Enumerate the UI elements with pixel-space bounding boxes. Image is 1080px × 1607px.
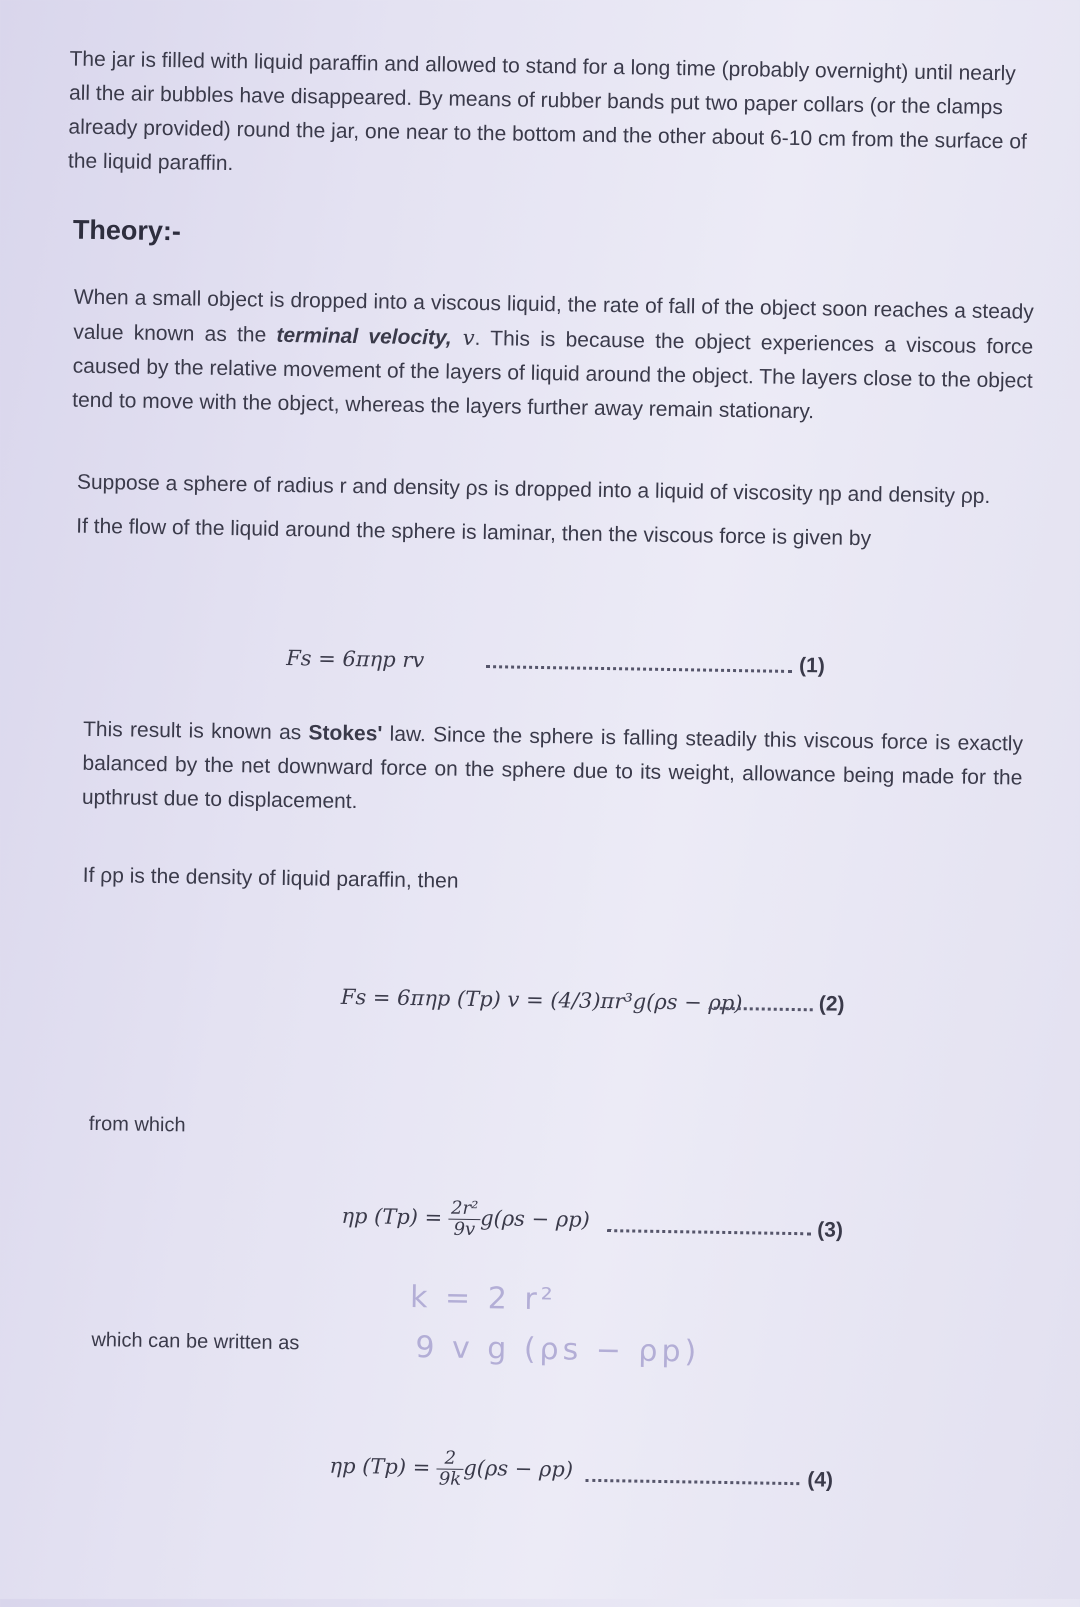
equation-4 bbox=[329, 1447, 573, 1492]
handwritten-note-line1: k = 2 r² bbox=[409, 1280, 558, 1318]
equation-4-fraction bbox=[437, 1448, 464, 1489]
equation-3-leader bbox=[607, 1229, 811, 1235]
velocity-symbol: v bbox=[451, 325, 475, 350]
theory-paragraph-2 bbox=[76, 461, 1037, 564]
equation-3 bbox=[341, 1197, 590, 1242]
equation-3-numerator: 2r² bbox=[449, 1199, 481, 1220]
equation-3-rhs: g(ρs − ρp) bbox=[480, 1206, 591, 1232]
equation-3-denominator: 9v bbox=[453, 1218, 476, 1241]
theory-paragraph-3 bbox=[82, 713, 1023, 830]
theory-p3-text-a: This result is known as bbox=[82, 717, 309, 745]
terminal-velocity-term: terminal velocity, bbox=[276, 323, 452, 350]
equation-1-number: (1) bbox=[798, 654, 825, 678]
equation-4-numerator: 2 bbox=[437, 1448, 464, 1469]
theory-p1-text-a: When a small object is dropped into a viscous liquid, the rate of fall of the object soon reaches a steady value known as the bbox=[73, 285, 1034, 347]
from-which-label: from which bbox=[88, 1112, 186, 1137]
equation-4-number: (4) bbox=[807, 1468, 834, 1492]
handwritten-note-line2: 9 v g (ρs − ρp) bbox=[415, 1330, 701, 1370]
theory-p3-text-b: law. Since the sphere is falling steadily this viscous force is exactly balanced by the net downward force on the sphere due to its weight, allowance being made for the upthrust due to displacement. bbox=[81, 722, 1024, 814]
theory-p2-line1: Suppose a sphere of radius r and density ρs is dropped into a liquid of viscosity ηp and density ρp. bbox=[76, 470, 991, 509]
theory-paragraph-1 bbox=[72, 281, 1034, 433]
equation-4-lhs: ηp (Tp) = bbox=[329, 1453, 438, 1480]
stokes-term: Stokes' bbox=[308, 721, 383, 746]
theory-p1-text-b: . This is because the object experiences a viscous force caused by the relative movement of the layers of liquid around the object. The layers close to the object tend to move with the object, whereas the layers further away remain stationary. bbox=[72, 326, 1034, 424]
theory-p2-line2: If the flow of the liquid around the sphere is laminar, then the viscous force is given by bbox=[76, 514, 872, 551]
equation-3-lhs: ηp (Tp) = bbox=[341, 1203, 450, 1230]
equation-3-fraction bbox=[449, 1199, 481, 1240]
theory-paragraph-4: If ρp is the density of liquid paraffin, then bbox=[82, 863, 459, 893]
equation-2: Fs = 6πηp (Tp) v = (4/3)πr³g(ρs − ρp) bbox=[340, 984, 743, 1016]
equation-4-rhs: g(ρs − ρp) bbox=[463, 1455, 574, 1482]
equation-4-denominator: 9k bbox=[438, 1468, 462, 1490]
equation-2-number: (2) bbox=[818, 992, 845, 1016]
written-as-label: which can be written as bbox=[91, 1329, 300, 1355]
intro-paragraph: The jar is filled with liquid paraffin and allowed to stand for a long time (probably overnight) until nearly all the air bubbles have disappeared. By means of rubber bands put two paper collars (or the clamps already provided) round the jar, one near to the bottom and the other about 6-10 cm from the surface of the liquid paraffin. bbox=[67, 47, 1027, 176]
equation-1: Fs = 6πηp rv bbox=[286, 645, 425, 673]
equation-1-leader bbox=[486, 665, 792, 673]
equation-4-leader bbox=[585, 1479, 799, 1485]
equation-3-number: (3) bbox=[817, 1218, 844, 1242]
theory-heading: Theory:- bbox=[72, 214, 182, 247]
